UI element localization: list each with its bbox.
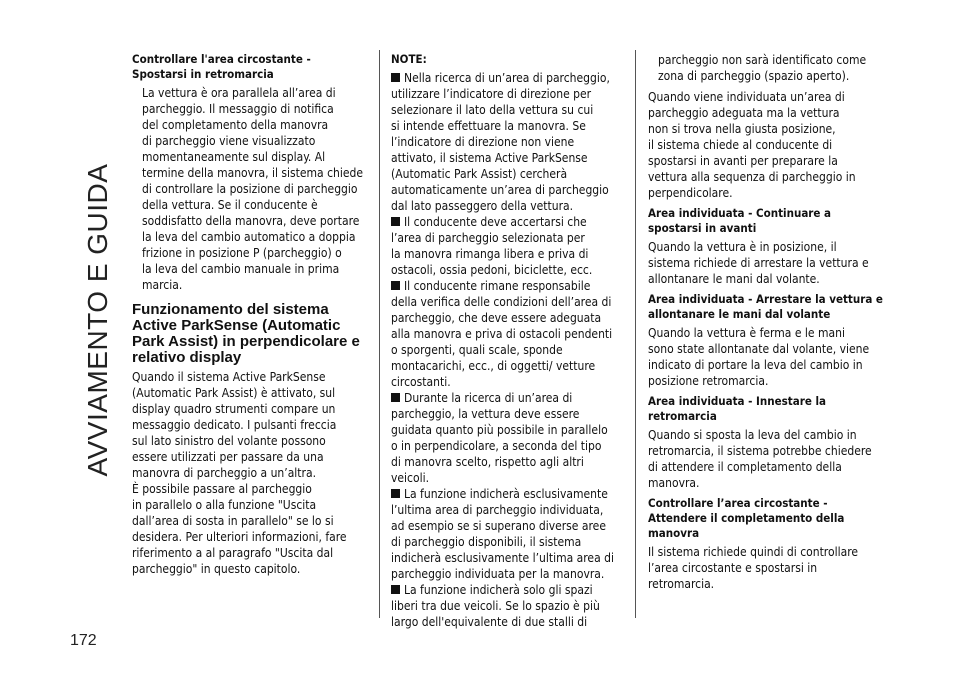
note-item: La funzione indicherà solo gli spazi liberi tra due veicoli. Se lo spazio è più largo dell'equivalente di due stalli di	[391, 583, 600, 629]
bullet-square-icon	[391, 489, 400, 498]
paragraph: Il sistema richiede quindi di controllare l’area circostante e spostarsi in retromarcia.	[648, 545, 859, 591]
bullet-square-icon	[391, 585, 400, 594]
text-column-3	[648, 52, 884, 597]
subheading: Controllare l’area circostante - Attendere il completamento della manovra	[648, 496, 845, 540]
paragraph: Quando si sposta la leva del cambio in retromarcia, il sistema potrebbe chiedere di attendere il completamento della manovra.	[648, 428, 872, 490]
note-item: Il conducente deve accertarsi che l’area di parcheggio selezionata per la manovra rimanga libera e priva di ostacoli, ossia pedoni, biciclette, ecc.	[391, 215, 593, 277]
subheading: Area individuata - Arrestare la vettura e allontanare le mani dal volante	[648, 292, 883, 321]
notes-label: NOTE:	[391, 52, 427, 66]
paragraph: Quando viene individuata un’area di parcheggio adeguata ma la vettura non si trova nella giusta posizione, il sistema chiede al conducente di spostarsi in avanti per preparare la vettura alla sequenza di parcheggio in perpendicolare.	[648, 90, 856, 200]
page-number: 172	[70, 632, 97, 649]
paragraph: Quando la vettura è ferma e le mani sono state allontanate dal volante, viene indicato di portare la leva del cambio in posizione retromarcia.	[648, 326, 870, 388]
section-title: AVVIAMENTO E GUIDA	[82, 163, 113, 477]
column-divider	[379, 50, 380, 618]
text-column-1	[132, 52, 368, 582]
bullet-square-icon	[391, 217, 400, 226]
bullet-square-icon	[391, 393, 400, 402]
paragraph: Quando il sistema Active ParkSense (Automatic Park Assist) è attivato, sul display quadro strumenti compare un messaggio dedicato. I pulsanti freccia sul lato sinistro del volante possono essere utilizzati per passare da una manovra di parcheggio a un’altra. È possibile passare al parcheggio in parallelo o alla funzione "Uscita dall’area di sosta in parallelo" se lo si desidera. Per ulteriori informazioni, fare riferimento a al paragrafo "Uscita dal parcheggio" in questo capitolo.	[132, 370, 347, 576]
subheading: Controllare l'area circostante - Spostarsi in retromarcia	[132, 52, 311, 81]
note-item: Il conducente rimane responsabile della verifica delle condizioni dell’area di parcheggio, che deve essere adeguata alla manovra e priva di ostacoli pendenti o sporgenti, quali scale, sponde montacarichi, ecc., di oggetti/ vetture circostanti.	[391, 279, 613, 389]
section-sidebar	[68, 40, 128, 600]
subheading: Area individuata - Continuare a spostarsi in avanti	[648, 206, 832, 235]
paragraph: Quando la vettura è in posizione, il sistema richiede di arrestare la vettura e allontanare le mani dal volante.	[648, 240, 869, 286]
text-column-2	[391, 52, 627, 630]
bullet-square-icon	[391, 73, 400, 82]
bullet-square-icon	[391, 281, 400, 290]
subheading: Area individuata - Innestare la retromarcia	[648, 394, 826, 423]
paragraph-continued: parcheggio non sarà identificato come zona di parcheggio (spazio aperto).	[658, 53, 867, 83]
section-heading: Funzionamento del sistema Active ParkSense (Automatic Park Assist) in perpendicolare e relativo display	[132, 301, 360, 366]
note-item: La funzione indicherà esclusivamente l’ultima area di parcheggio individuata, ad esempio se si superano diverse aree di parcheggio disponibili, il sistema indicherà esclusivamente l’ultima area di parcheggio individuata per la manovra.	[391, 487, 614, 581]
note-item: Nella ricerca di un’area di parcheggio, utilizzare l’indicatore di direzione per selezionare il lato della vettura su cui si intende effettuare la manovra. Se l’indicatore di direzione non viene attivato, il sistema Active ParkSense (Automatic Park Assist) cercherà automaticamente un’area di parcheggio dal lato passeggero della vettura.	[391, 71, 610, 213]
paragraph: La vettura è ora parallela all’area di parcheggio. Il messaggio di notifica del completamento della manovra di parcheggio viene visualizzato momentaneamente sul display. Al termine della manovra, il sistema chiede di controllare la posizione di parcheggio della vettura. Se il conducente è soddisfatto della manovra, deve portare la leva del cambio automatico a doppia frizione in posizione P (parcheggio) o la leva del cambio manuale in prima marcia.	[142, 86, 363, 292]
column-divider	[635, 50, 636, 618]
note-item: Durante la ricerca di un’area di parcheggio, la vettura deve essere guidata quanto più possibile in parallelo o in perpendicolare, a seconda del tipo di manovra scelto, rispetto agli altri veicoli.	[391, 391, 608, 485]
